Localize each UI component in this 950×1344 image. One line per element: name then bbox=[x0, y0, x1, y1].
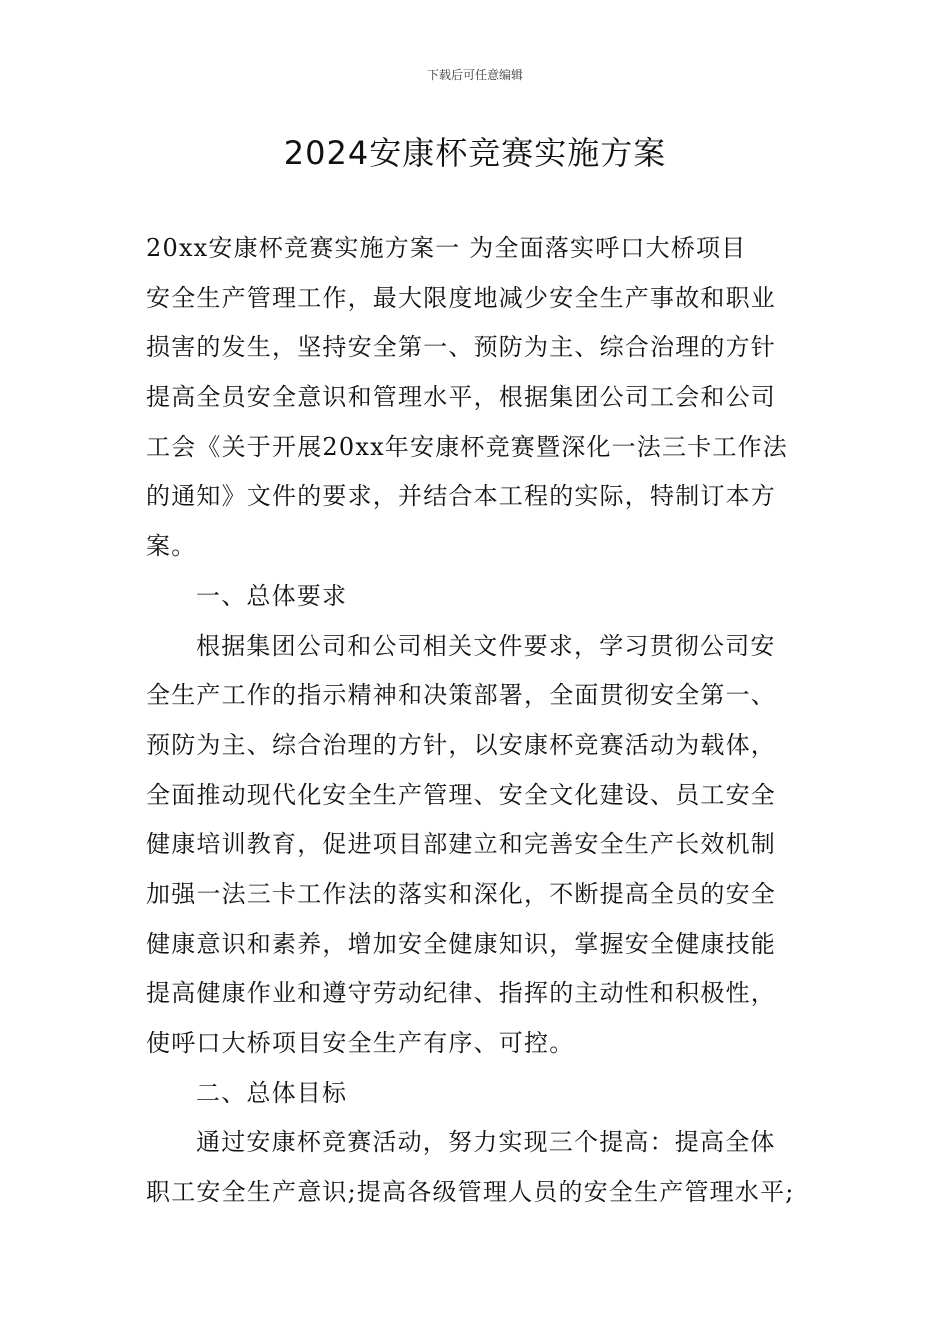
text-line: 通过安康杯竞赛活动，努力实现三个提高：提高全体 bbox=[196, 1128, 776, 1157]
text-line: 加强一法三卡工作法的落实和深化，不断提高全员的安全 bbox=[146, 879, 776, 908]
document-title: 2024安康杯竞赛实施方案 bbox=[283, 134, 667, 172]
text-line: 健康培训教育，促进项目部建立和完善安全生产长效机制 bbox=[146, 830, 776, 859]
text-line: 案。 bbox=[146, 532, 197, 561]
text-line: 工会《关于开展20xx年安康杯竞赛暨深化一法三卡工作法 bbox=[146, 432, 789, 461]
text-line: 根据集团公司和公司相关文件要求，学习贯彻公司安 bbox=[196, 631, 776, 660]
text-line: 二、总体目标 bbox=[196, 1078, 348, 1107]
text-line: 职工安全生产意识;提高各级管理人员的安全生产管理水平; bbox=[146, 1178, 795, 1207]
text-line: 全生产工作的指示精神和决策部署，全面贯彻安全第一、 bbox=[146, 681, 776, 710]
text-line: 的通知》文件的要求，并结合本工程的实际，特制订本方 bbox=[146, 482, 776, 511]
text-line: 安全生产管理工作，最大限度地减少安全生产事故和职业 bbox=[146, 283, 776, 312]
text-line: 预防为主、综合治理的方针，以安康杯竞赛活动为载体， bbox=[146, 730, 776, 759]
text-line: 损害的发生，坚持安全第一、预防为主、综合治理的方针 bbox=[146, 333, 776, 362]
text-line: 健康意识和素养，增加安全健康知识，掌握安全健康技能 bbox=[146, 929, 776, 958]
text-line: 一、总体要求 bbox=[196, 581, 348, 610]
document-body bbox=[146, 224, 816, 1218]
header-note: 下载后可任意编辑 bbox=[426, 68, 523, 82]
text-line: 提高健康作业和遵守劳动纪律、指挥的主动性和积极性， bbox=[146, 979, 776, 1008]
text-line: 使呼口大桥项目安全生产有序、可控。 bbox=[146, 1029, 575, 1057]
text-line: 20xx安康杯竞赛实施方案一 为全面落实呼口大桥项目 bbox=[146, 234, 747, 262]
text-line: 提高全员安全意识和管理水平，根据集团公司工会和公司 bbox=[146, 383, 776, 412]
text-line: 全面推动现代化安全生产管理、安全文化建设、员工安全 bbox=[146, 780, 776, 809]
